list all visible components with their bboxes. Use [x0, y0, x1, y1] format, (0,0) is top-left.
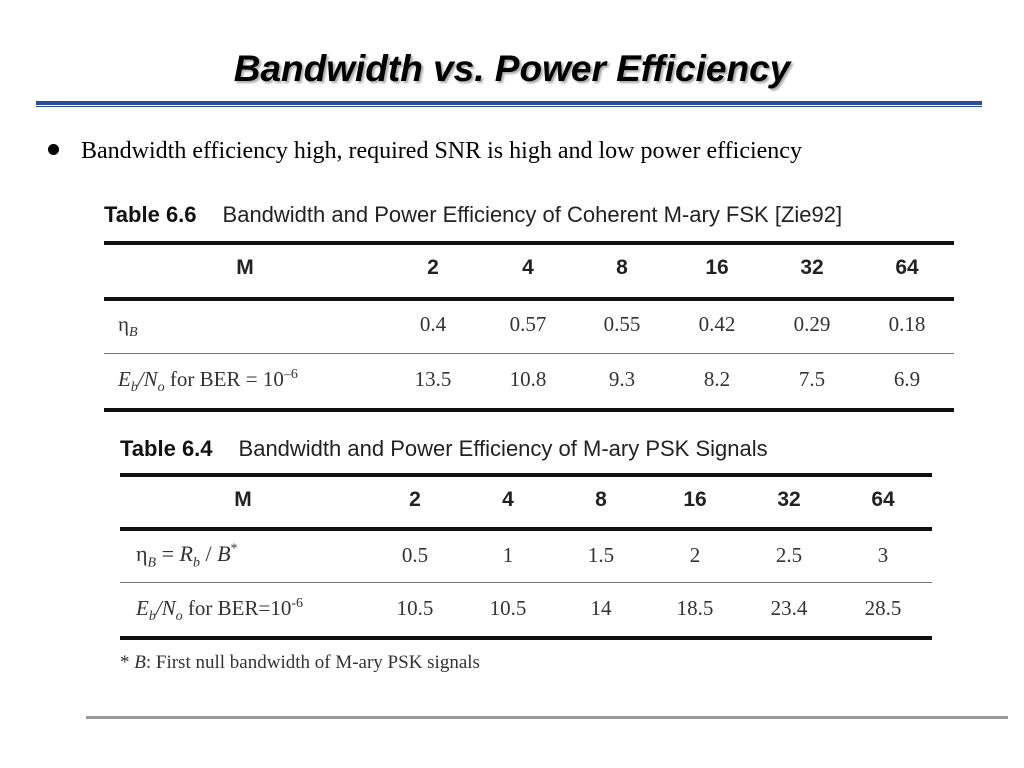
fsk-table-row-divider: [104, 353, 954, 354]
fsk-row2-cell: 9.3: [608, 367, 636, 391]
psk-row1-label-sub: B: [147, 555, 157, 571]
footnote-var: B: [134, 652, 146, 673]
psk-header-col: 8: [595, 488, 607, 511]
psk-footnote: [120, 652, 480, 674]
fsk-row2-label: [118, 367, 298, 396]
fsk-header-col: 32: [800, 256, 824, 279]
psk-header-col: 4: [502, 488, 514, 511]
fsk-header-col: 64: [895, 256, 919, 279]
footnote-text: : First null bandwidth of M-ary PSK signals: [145, 652, 480, 673]
psk-row1-cell: 1: [502, 543, 514, 567]
psk-row2-label-o: o: [175, 609, 183, 625]
bullet-text: Bandwidth efficiency high, required SNR is high and low power efficiency: [81, 138, 802, 164]
fsk-row2-label-n: /N: [137, 367, 158, 391]
fsk-row1-cell: 0.42: [698, 312, 736, 336]
psk-row1-label-eq: =: [156, 541, 180, 566]
fsk-table-caption-text: Bandwidth and Power Efficiency of Coherent M-ary FSK [Zie92]: [222, 202, 843, 227]
psk-row1-label-star: *: [230, 541, 238, 557]
psk-row2-cell: 14: [590, 596, 612, 620]
psk-row1-cell: 2: [689, 543, 701, 567]
fsk-row1-cell: 0.57: [509, 312, 547, 336]
psk-row2-cell: 10.5: [396, 596, 434, 620]
psk-row2-label-exp: -6: [291, 596, 304, 611]
psk-row2-label: [136, 596, 303, 625]
psk-header-m: M: [234, 488, 252, 511]
fsk-header-m: M: [236, 256, 254, 279]
fsk-row2-label-e: E: [118, 367, 131, 391]
psk-table-top-rule: [120, 473, 932, 477]
psk-table-header-rule: [120, 527, 932, 531]
psk-table-row-divider: [120, 582, 932, 583]
psk-row1-cell: 1.5: [587, 543, 615, 567]
psk-table-bottom-rule: [120, 636, 932, 640]
psk-row1-label-b: B: [217, 541, 231, 566]
slide-title: Bandwidth vs. Power Efficiency: [233, 48, 791, 89]
psk-row1-cell: 3: [877, 543, 889, 567]
fsk-row2-cell: 7.5: [798, 367, 826, 391]
fsk-row1-label-sub: B: [128, 325, 138, 341]
psk-row2-cell: 23.4: [770, 596, 808, 620]
psk-table-caption-text: Bandwidth and Power Efficiency of M-ary PSK Signals: [238, 436, 768, 461]
fsk-row2-cell: 10.8: [509, 367, 547, 391]
title-rule-thin: [36, 106, 982, 107]
fsk-row1-cell: 0.18: [888, 312, 926, 336]
fsk-row2-label-ber: for BER = 10: [164, 367, 284, 391]
title-rule: [36, 101, 982, 105]
psk-row1-label-r: R: [179, 541, 193, 566]
fsk-row1-cell: 0.55: [603, 312, 641, 336]
psk-header-col: 32: [777, 488, 801, 511]
psk-table-label: Table 6.4: [120, 436, 213, 461]
fsk-header-col: 4: [522, 256, 534, 279]
psk-row2-label-b: b: [148, 609, 156, 625]
psk-row2-cell: 10.5: [489, 596, 527, 620]
psk-row2-label-n: /N: [155, 596, 176, 620]
psk-row1-label: [136, 541, 238, 571]
psk-row1-label-slash: /: [199, 541, 218, 566]
fsk-table-header-rule: [104, 297, 954, 301]
psk-row1-label-rb: b: [192, 555, 200, 571]
fsk-table-bottom-rule: [104, 408, 954, 412]
fsk-row2-label-b: b: [130, 380, 138, 396]
psk-row1-cell: 0.5: [401, 543, 429, 567]
fsk-row2-label-exp: –6: [283, 367, 298, 382]
bullet-item: [48, 136, 988, 166]
psk-row1-cell: 2.5: [775, 543, 803, 567]
psk-row1-label-eta: η: [136, 541, 148, 566]
fsk-row1-cell: 0.29: [793, 312, 831, 336]
bullet-dot-icon: [48, 144, 59, 155]
psk-table-caption: [120, 436, 768, 462]
fsk-row1-label-eta: η: [118, 312, 129, 336]
footnote-prefix: *: [120, 652, 135, 673]
psk-row2-cell: 28.5: [864, 596, 902, 620]
fsk-table-top-rule: [104, 241, 954, 245]
footer-rule: [86, 716, 1008, 719]
psk-row2-label-ber: for BER=10: [182, 596, 292, 620]
psk-header-col: 16: [683, 488, 707, 511]
fsk-table-label: Table 6.6: [104, 202, 197, 227]
fsk-row1-label: [118, 312, 138, 341]
psk-header-col: 64: [871, 488, 895, 511]
fsk-header-col: 2: [427, 256, 439, 279]
psk-row2-label-e: E: [136, 596, 149, 620]
fsk-table-caption: [104, 202, 842, 228]
fsk-row2-cell: 6.9: [893, 367, 921, 391]
fsk-row1-cell: 0.4: [419, 312, 447, 336]
fsk-header-col: 8: [616, 256, 628, 279]
psk-row2-cell: 18.5: [676, 596, 714, 620]
psk-header-col: 2: [409, 488, 421, 511]
fsk-row2-label-o: o: [157, 380, 165, 396]
fsk-row2-cell: 13.5: [414, 367, 452, 391]
fsk-row2-cell: 8.2: [703, 367, 731, 391]
fsk-header-col: 16: [705, 256, 729, 279]
